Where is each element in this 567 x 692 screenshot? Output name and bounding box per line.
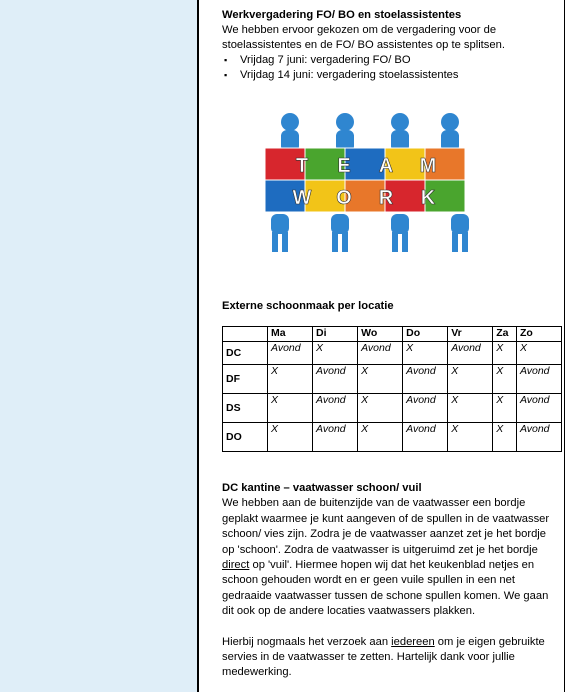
location-label: DF bbox=[223, 365, 268, 394]
puzzle-letter: T bbox=[295, 155, 309, 177]
person-figure bbox=[452, 232, 458, 252]
schedule-corner-cell bbox=[223, 327, 268, 342]
person-figure bbox=[331, 214, 349, 234]
schedule-cell: X bbox=[493, 394, 517, 423]
schedule-cell: X bbox=[403, 342, 448, 365]
person-figure bbox=[281, 113, 299, 131]
puzzle-letter: O bbox=[336, 187, 352, 209]
kantine-section bbox=[222, 481, 558, 681]
day-header: Vr bbox=[448, 327, 493, 342]
day-header: Wo bbox=[358, 327, 403, 342]
kantine-paragraph-1 bbox=[222, 496, 558, 619]
schedule-cell: Avond bbox=[313, 365, 358, 394]
schedule-cell: Avond bbox=[448, 342, 493, 365]
schedule-cell: X bbox=[516, 342, 561, 365]
person-figure bbox=[392, 232, 398, 252]
schedule-row bbox=[223, 365, 562, 394]
puzzle-letter: E bbox=[337, 155, 351, 177]
kantine-text: op 'vuil'. Hiermee hopen wij dat het keukenblad netjes en schoon gehouden wordt en er geen vuile spullen in een net gedraaide vaatwasser tussen de schone spullen komen. We gaan dit ook op de andere locaties vaatwassers plakken. bbox=[222, 559, 549, 618]
kantine-text: We hebben aan de buitenzijde van de vaatwasser een bordje geplakt waarmee je kunt aangeven of de spullen in de vaatwasser schoon/ vies zijn. Zodra je de vaatwasser aanzet zet je het bordje op 'schoon'. Zodra de vaatwasser is uitgeruimd zet je het bordje bbox=[222, 497, 550, 556]
meeting-list bbox=[222, 53, 558, 83]
puzzle-letter: A bbox=[378, 155, 394, 177]
schedule-title: Externe schoonmaak per locatie bbox=[222, 300, 394, 312]
person-figure bbox=[391, 113, 409, 131]
schedule-row bbox=[223, 342, 562, 365]
person-figure bbox=[332, 232, 338, 252]
location-label: DC bbox=[223, 342, 268, 365]
kantine-underlined: iedereen bbox=[391, 635, 435, 648]
person-figure bbox=[282, 232, 288, 252]
schedule-cell: Avond bbox=[268, 342, 313, 365]
person-figure bbox=[336, 113, 354, 131]
schedule-row bbox=[223, 423, 562, 452]
person-figure bbox=[441, 113, 459, 131]
meeting-intro: We hebben ervoor gekozen om de vergadering voor de stoelassistentes en de FO/ BO assistentes op te splitsen. bbox=[222, 24, 505, 51]
person-figure bbox=[271, 214, 289, 234]
schedule-cell: X bbox=[493, 342, 517, 365]
schedule-cell: X bbox=[268, 394, 313, 423]
day-header: Za bbox=[493, 327, 517, 342]
schedule-cell: X bbox=[358, 423, 403, 452]
kantine-text: Hierbij nogmaals het verzoek aan bbox=[222, 635, 392, 648]
schedule-cell: X bbox=[313, 342, 358, 365]
schedule-cell: X bbox=[448, 365, 493, 394]
schedule-header-row bbox=[223, 327, 562, 342]
kantine-text: om je eigen gebruikte servies in de vaatwasser te zetten. Hartelijk dank voor jullie medewerking. bbox=[222, 635, 545, 679]
kantine-paragraph-2 bbox=[222, 635, 558, 681]
schedule-cell: Avond bbox=[403, 423, 448, 452]
schedule-cell: X bbox=[448, 394, 493, 423]
teamwork-puzzle-icon bbox=[250, 108, 480, 258]
schedule-table bbox=[222, 326, 562, 452]
puzzle-letter: M bbox=[419, 155, 437, 177]
day-header: Di bbox=[313, 327, 358, 342]
schedule-cell: Avond bbox=[516, 423, 561, 452]
puzzle-letter: W bbox=[292, 187, 312, 209]
puzzle-letter: K bbox=[420, 187, 436, 209]
kantine-title: DC kantine – vaatwasser schoon/ vuil bbox=[222, 482, 422, 494]
schedule-cell: Avond bbox=[516, 365, 561, 394]
location-label: DS bbox=[223, 394, 268, 423]
meeting-title: Werkvergadering FO/ BO en stoelassistentes bbox=[222, 9, 462, 21]
schedule-cell: Avond bbox=[403, 365, 448, 394]
day-header: Do bbox=[403, 327, 448, 342]
person-figure bbox=[272, 232, 278, 252]
location-label: DO bbox=[223, 423, 268, 452]
schedule-cell: X bbox=[493, 423, 517, 452]
meeting-item: ▪ Vrijdag 7 juni: vergadering FO/ BO bbox=[222, 53, 558, 68]
schedule-cell: Avond bbox=[403, 394, 448, 423]
day-header: Zo bbox=[516, 327, 561, 342]
schedule-cell: X bbox=[493, 365, 517, 394]
person-figure bbox=[391, 214, 409, 234]
schedule-cell: X bbox=[448, 423, 493, 452]
person-figure bbox=[451, 214, 469, 234]
person-figure bbox=[462, 232, 468, 252]
schedule-cell: X bbox=[268, 423, 313, 452]
day-header: Ma bbox=[268, 327, 313, 342]
page-right-border bbox=[564, 0, 565, 692]
schedule-cell: X bbox=[358, 394, 403, 423]
schedule-cell: Avond bbox=[313, 394, 358, 423]
kantine-underlined: direct bbox=[222, 559, 250, 572]
schedule-row bbox=[223, 394, 562, 423]
puzzle-letter: R bbox=[378, 187, 394, 209]
meeting-item: ▪ Vrijdag 14 juni: vergadering stoelassistentes bbox=[222, 68, 558, 83]
schedule-cell: Avond bbox=[358, 342, 403, 365]
schedule-cell: Avond bbox=[516, 394, 561, 423]
schedule-cell: X bbox=[358, 365, 403, 394]
person-figure bbox=[342, 232, 348, 252]
schedule-cell: Avond bbox=[313, 423, 358, 452]
person-figure bbox=[402, 232, 408, 252]
schedule-cell: X bbox=[268, 365, 313, 394]
meeting-section bbox=[222, 8, 558, 83]
sidebar-column bbox=[0, 0, 199, 692]
